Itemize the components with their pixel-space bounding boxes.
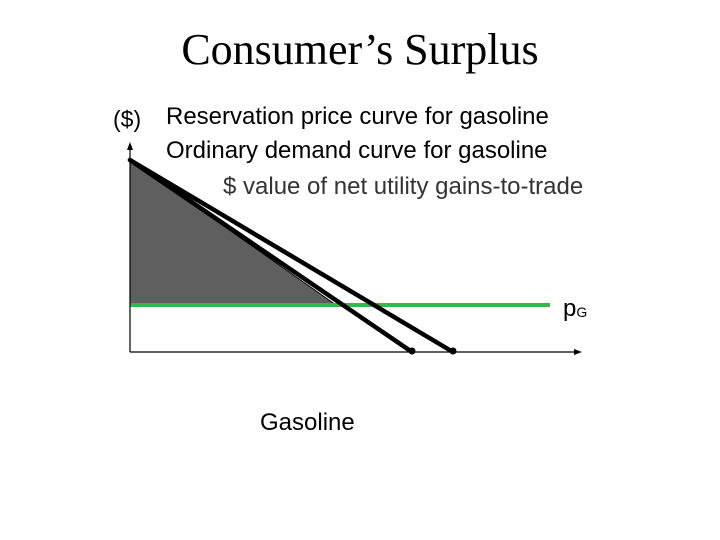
legend-reservation-price-curve: Reservation price curve for gasoline [166,103,549,130]
x-axis-label: Gasoline [260,409,355,436]
price-label [563,294,587,327]
legend-ordinary-demand-curve: Ordinary demand curve for gasoline [166,137,548,164]
y-axis-label: ($) [113,106,142,132]
y-axis-arrow [127,142,133,150]
x-axis-arrow [574,349,582,355]
curve-endpoint-dot [450,348,457,355]
diagram-title: Consumer’s Surplus [181,25,539,74]
legend-net-utility-gains: $ value of net utility gains-to-trade [223,173,584,200]
curve-endpoint-dot [409,348,416,355]
price-letter: p [563,295,577,322]
price-subscript: G [576,304,588,320]
